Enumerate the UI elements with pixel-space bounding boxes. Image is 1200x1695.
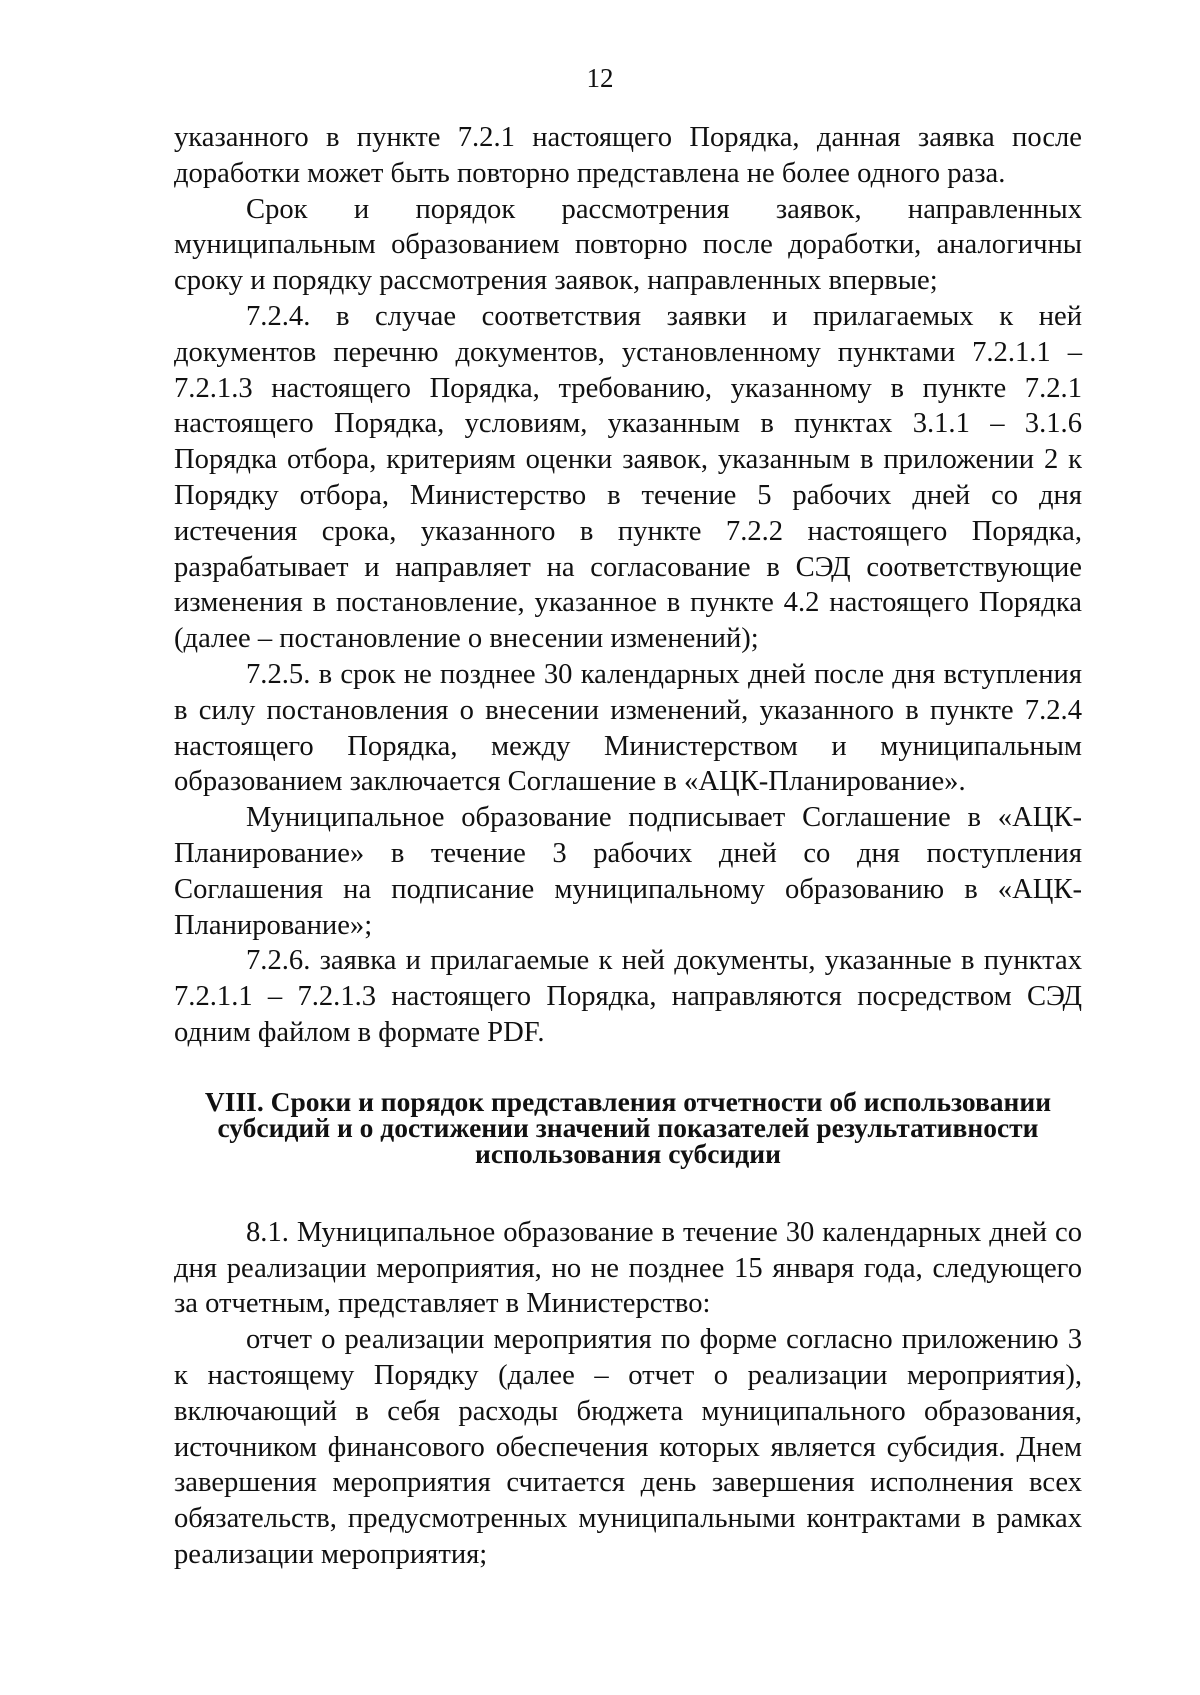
page-number: 12 [586,63,614,93]
paragraph: указанного в пункте 7.2.1 настоящего Порядка, данная заявка после доработки может быть повторно представлена не более одного раза. [174,122,1082,189]
paragraph: 7.2.6. заявка и прилагаемые к ней документы, указанные в пунктах 7.2.1.1 – 7.2.1.3 настоящего Порядка, направляются посредством СЭД одним файлом в формате PDF. [174,945,1082,1048]
section-heading: VIII. Сроки и порядок представления отчетности об использовании субсидий и о достижении значений показателей результативности использования субсидии [204,1085,1052,1169]
paragraph: Срок и порядок рассмотрения заявок, направленных муниципальным образованием повторно после доработки, аналогичны сроку и порядку рассмотрения заявок, направленных впервые; [174,193,1082,297]
document-body [174,120,1082,1573]
paragraph: 7.2.5. в срок не позднее 30 календарных дней после дня вступления в силу постановления о внесении изменений, указанного в пункте 7.2.4 настоящего Порядка, между Министерством и муниципальным образованием заключается Соглашение в «АЦК-Планирование». [174,658,1082,798]
paragraph: 8.1. Муниципальное образование в течение 30 календарных дней со дня реализации мероприятия, но не позднее 15 января года, следующего за отчетным, представляет в Министерство: [174,1216,1082,1320]
paragraph: отчет о реализации мероприятия по форме согласно приложению 3 к настоящему Порядку (далее – отчет о реализации мероприятия), включающий в себя расходы бюджета муниципального образования, источником финансового обеспечения которых является субсидия. Днем завершения мероприятия считается день завершения исполнения всех обязательств, предусмотренных муниципальными контрактами в рамках реализации мероприятия; [174,1324,1082,1570]
paragraph: Муниципальное образование подписывает Соглашение в «АЦК-Планирование» в течение 3 рабочих дней со дня поступления Соглашения на подписание муниципальному образованию в «АЦК-Планирование»; [174,802,1082,941]
paragraph: 7.2.4. в случае соответствия заявки и прилагаемых к ней документов перечню документов, установленному пунктами 7.2.1.1 – 7.2.1.3 настоящего Порядка, требованию, указанному в пункте 7.2.1 настоящего Порядка, условиям, указанным в пунктах 3.1.1 – 3.1.6 Порядка отбора, критериям оценки заявок, указанным в приложении 2 к Порядку отбора, Министерство в течение 5 рабочих дней со дня истечения срока, указанного в пункте 7.2.2 настоящего Порядка, разрабатывает и направляет на согласование в СЭД соответствующие изменения в постановление, указанное в пункте 4.2 настоящего Порядка (далее – постановление о внесении изменений); [174,300,1082,655]
